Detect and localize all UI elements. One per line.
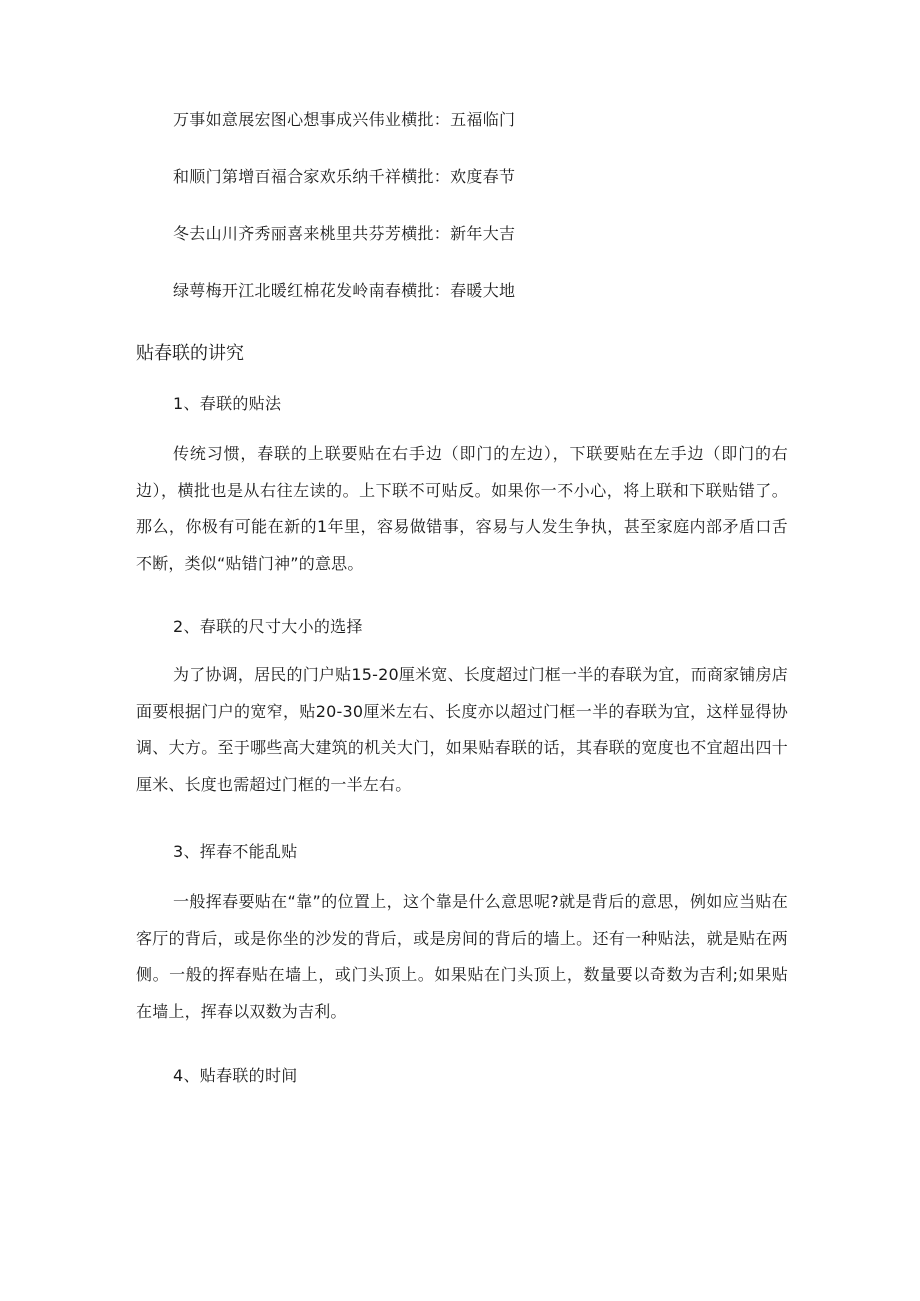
couplet-line: 万事如意展宏图心想事成兴伟业横批：五福临门 xyxy=(173,110,516,129)
item-body-3: 一般挥春要贴在“靠”的位置上，这个靠是什么意思呢?就是背后的意思，例如应当贴在客厅的背后，或是你坐的沙发的背后，或是房间的背后的墙上。还有一种贴法，就是贴在两侧。一般的挥春贴在墙上，或门头顶上。如果贴在门头顶上，数量要以奇数为吉利;如果贴在墙上，挥春以双数为吉利。 xyxy=(136,892,788,1021)
item-heading-4: 4、贴春联的时间 xyxy=(173,1066,298,1085)
item-heading-2: 2、春联的尺寸大小的选择 xyxy=(173,617,363,636)
couplet-line: 冬去山川齐秀丽喜来桃里共芬芳横批：新年大吉 xyxy=(173,224,516,243)
item-body-1: 传统习惯，春联的上联要贴在右手边（即门的左边），下联要贴在左手边（即门的右边），横批也是从右往左读的。上下联不可贴反。如果你一不小心，将上联和下联贴错了。那么，你极有可能在新的1年里，容易做错事，容易与人发生争执，甚至家庭内部矛盾口舌不断，类似“贴错门神”的意思。 xyxy=(136,444,788,573)
couplet-line: 和顺门第增百福合家欢乐纳千祥横批：欢度春节 xyxy=(173,167,516,186)
item-body-2: 为了协调，居民的门户贴15-20厘米宽、长度超过门框一半的春联为宜，而商家铺房店面要根据门户的宽窄，贴20-30厘米左右、长度亦以超过门框一半的春联为宜，这样显得协调、大方。至于哪些高大建筑的机关大门，如果贴春联的话，其春联的宽度也不宜超出四十厘米、长度也需超过门框的一半左右。 xyxy=(136,665,788,794)
couplet-line: 绿萼梅开江北暖红棉花发岭南春横批：春暖大地 xyxy=(173,281,516,300)
item-heading-1: 1、春联的贴法 xyxy=(173,394,282,413)
section-title: 贴春联的讲究 xyxy=(136,343,244,364)
item-heading-3: 3、挥春不能乱贴 xyxy=(173,842,298,861)
